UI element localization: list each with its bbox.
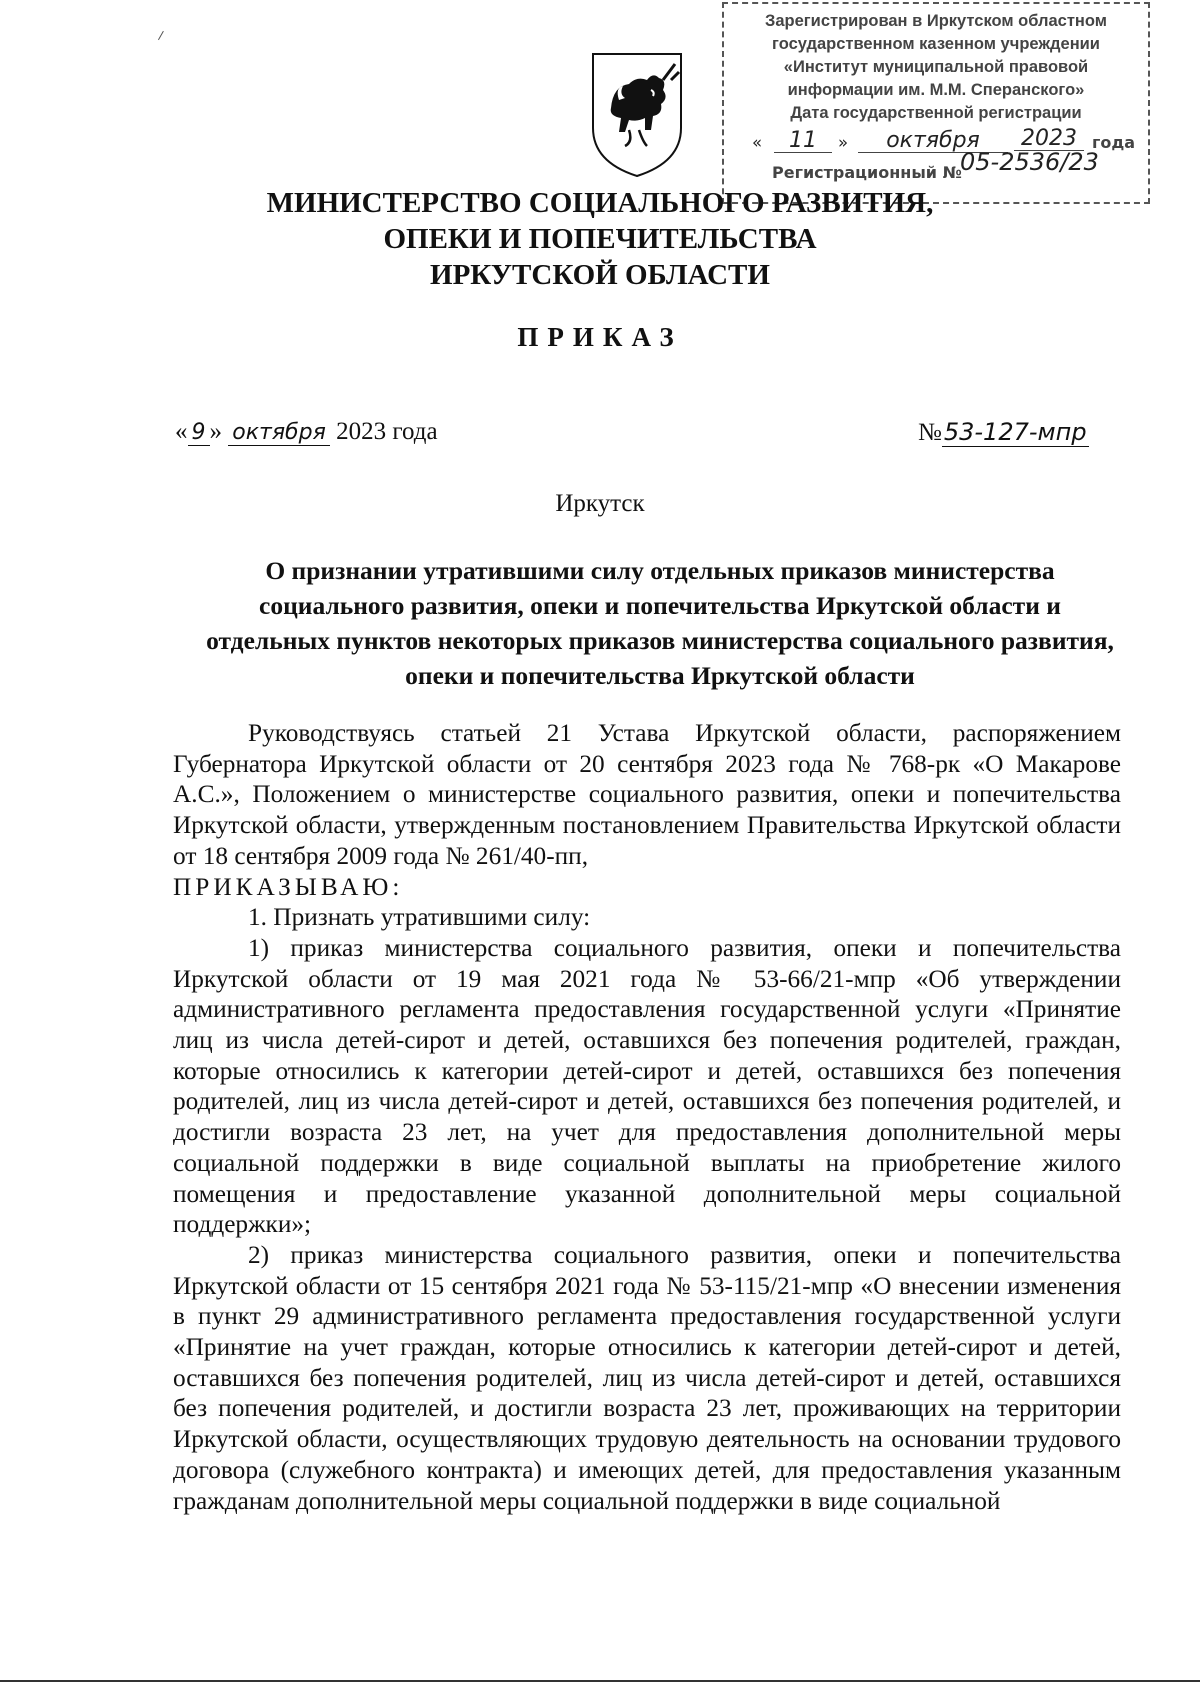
order-number	[918, 418, 1089, 447]
stamp-line: Дата государственной регистрации	[790, 104, 1082, 122]
number-value: 53-127-мпр	[943, 418, 1087, 446]
order-date	[175, 418, 438, 446]
stamp-date-open: «	[752, 133, 763, 152]
stamp-date-mid: »	[838, 133, 849, 152]
number-prefix: №	[918, 419, 942, 446]
ministry-line: МИНИСТЕРСТВО СОЦИАЛЬНОГО РАЗВИТИЯ,	[266, 187, 934, 219]
date-open-quote: «	[175, 418, 188, 445]
order-subject: О признании утратившими силу отдельных приказов министерства социального развития, опеки и попечительства Иркутской области и отдельных пунктов некоторых приказов министерства социального развития, опеки и попечительства Иркутской области	[206, 556, 1114, 690]
item-1: 1. Признать утратившими силу:	[248, 903, 591, 932]
ministry-line: ИРКУТСКОЙ ОБЛАСТИ	[430, 259, 770, 291]
stamp-date-month: октября	[858, 129, 1008, 153]
city: Иркутск	[555, 490, 645, 517]
stamp-line: Зарегистрирован в Иркутском областном	[765, 12, 1107, 30]
stamp-line: «Институт муниципальной правовой	[783, 58, 1089, 76]
date-year: 2023 года	[336, 418, 438, 445]
item-1-1: 1) приказ министерства социального развития, опеки и попечительства Иркутской области от 19 мая 2021 года № 53-66/21-мпр «Об утверждении административного регламента предоставления государственной услуги «Принятие лиц из числа детей-сирот и детей, оставшихся без попечения родителей, граждан, которые относились к категории детей-сирот и детей, оставшихся без попечения родителей, лиц из числа детей-сирот и детей, оставшихся без попечения родителей, и достигли возраста 23 лет, на учет для предоставления дополнительной меры социальной поддержки в виде социальной выплаты на приобретение жилого помещения и предоставление указанной дополнительной меры социальной поддержки»;	[173, 933, 1121, 1239]
registration-stamp	[722, 2, 1150, 204]
irkutsk-crest-icon	[589, 50, 685, 180]
stamp-line: информации им. М.М. Сперанского»	[787, 81, 1085, 99]
stamp-reg-label: Регистрационный №	[772, 163, 962, 182]
order-title: ПРИКАЗ	[517, 322, 683, 352]
stamp-date-year: 2023	[1014, 127, 1084, 151]
page-bottom-rule	[0, 1680, 1200, 1682]
order-word: ПРИКАЗЫВАЮ:	[173, 872, 404, 901]
ministry-name	[0, 185, 1200, 293]
date-close-quote: »	[209, 418, 222, 445]
date-month: октября	[228, 420, 330, 446]
stamp-date-day: 11	[774, 129, 832, 153]
ministry-line: ОПЕКИ И ПОПЕЧИТЕЛЬСТВА	[383, 223, 817, 255]
order-body	[173, 718, 1121, 1516]
preamble-paragraph: Руководствуясь статьей 21 Устава Иркутской области, распоряжением Губернатора Иркутской области от 20 сентября 2023 года № 768-рк «О Макарове А.С.», Положением о министерстве социального развития, опеки и попечительства Иркутской области, утвержденным постановлением Правительства Иркутской области от 18 сентября 2009 года № 261/40-пп,	[173, 719, 1121, 870]
date-day: 9	[188, 420, 210, 446]
item-1-2: 2) приказ министерства социального развития, опеки и попечительства Иркутской области от 15 сентября 2021 года № 53-115/21-мпр «О внесении изменения в пункт 29 административного регламента предоставления государственной услуги «Принятие на учет граждан, которые относились к категории детей-сирот и детей, оставшихся без попечения родителей, лиц из числа детей-сирот и детей, оставшихся без попечения родителей, и достигли возраста 23 лет, проживающих на территории Иркутской области, осуществляющих трудовую деятельность на основании трудового договора (служебного контракта) и имеющих детей, для предоставления указанным гражданам дополнительной меры социальной поддержки в виде социальной	[173, 1240, 1121, 1515]
scan-mark	[158, 31, 169, 43]
stamp-line: государственном казенном учреждении	[772, 35, 1100, 53]
stamp-date-suffix: года	[1092, 133, 1136, 152]
stamp-reg-number: 05-2536/23	[960, 148, 1099, 176]
stamp-reg-row	[724, 148, 1148, 185]
